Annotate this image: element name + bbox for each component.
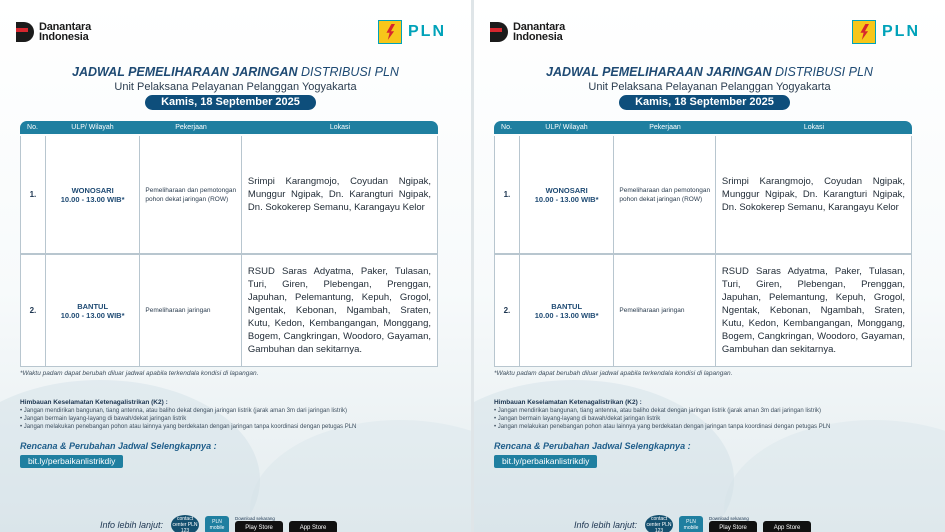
date-badge: Kamis, 18 September 2025 — [619, 95, 790, 110]
safety-notice: Himbauan Keselamatan Ketenagalistrikan (K2) : • Jangan mendirikan bangunan, tiang antenna, atau baliho dekat dengan jaringan listrik (jarak aman 3m dari jaringan listrik) • Jangan bermain layang-layang di bawah/dekat jaringan listrik • Jangan melakukan penebangan pohon atau lainnya yang berdekatan dengan jaringan tanpa koordinasi dengan petugas PLN — [20, 399, 450, 431]
page-title: JADWAL PEMELIHARAAN JARINGAN DISTRIBUSI PLN — [546, 65, 873, 79]
table-row: 1. WONOSARI 10.00 - 13.00 WIB* Pemeliharaan dan pemotongan pohon dekat jaringan (ROW) Srimpi Karangmojo, Coyudan Ngipak, Munggur Ngipak, Dn. Karangturi Ngipak, Dn. Sokokerep Semanu, Karangayu Kelor — [494, 136, 912, 254]
app-store-button[interactable]: App Store — [289, 521, 337, 532]
schedule-note: *Waktu padam dapat berubah diluar jadwal apabila terkendala kondisi di lapangan. — [494, 370, 733, 377]
schedule-poster-left — [0, 0, 471, 532]
pln-logo: PLN — [852, 20, 920, 44]
table-header: No. ULP/ Wilayah Pekerjaan Lokasi — [20, 121, 438, 134]
danantara-logo: Danantara Indonesia — [490, 22, 565, 42]
table-header: No. ULP/ Wilayah Pekerjaan Lokasi — [494, 121, 912, 134]
list-item: • Jangan mendirikan bangunan, tiang antenna, atau baliho dekat dengan jaringan listrik (jarak aman 3m dari jaringan listrik) — [494, 407, 924, 415]
list-item: • Jangan melakukan penebangan pohon atau lainnya yang berdekatan dengan jaringan tanpa koordinasi dengan petugas PLN — [20, 423, 450, 431]
schedule-note: *Waktu padam dapat berubah diluar jadwal apabila terkendala kondisi di lapangan. — [20, 370, 259, 377]
play-store-button[interactable]: Play Store — [709, 521, 757, 532]
list-item: • Jangan bermain layang-layang di bawah/dekat jaringan listrik — [20, 415, 450, 423]
footer: Info lebih lanjut: contact center PLN 123 PLN mobile Download sekarang Play Store App Store — [574, 515, 811, 532]
danantara-mark-icon — [16, 22, 34, 42]
contact-center-badge[interactable]: contact center PLN 123 — [645, 515, 673, 532]
page-subtitle: Unit Pelaksana Pelayanan Pelanggan Yogyakarta — [588, 81, 831, 93]
schedule-table — [494, 121, 912, 367]
pln-mobile-badge[interactable]: PLN mobile — [679, 516, 703, 532]
schedule-table — [20, 121, 438, 367]
danantara-mark-icon — [490, 22, 508, 42]
page-subtitle: Unit Pelaksana Pelayanan Pelanggan Yogyakarta — [114, 81, 357, 93]
lightning-bolt-icon — [852, 20, 876, 44]
list-item: • Jangan bermain layang-layang di bawah/dekat jaringan listrik — [494, 415, 924, 423]
table-row: 2. BANTUL 10.00 - 13.00 WIB* Pemeliharaan jaringan RSUD Saras Adyatma, Paker, Tulasan, Turi, Giren, Plebengan, Prenggan, Japuhan, Pelemantung, Kepuh, Grogol, Ngentak, Kebonan, Ngambah, Sraten, Kutu, Kedon, Kembangangan, Monggang, Bogem, Cangkringan, Woodoro, Gayaman, Gambuhan dan sekitarnya. — [494, 254, 912, 367]
app-store-button[interactable]: App Store — [763, 521, 811, 532]
list-item: • Jangan mendirikan bangunan, tiang antenna, atau baliho dekat dengan jaringan listrik (jarak aman 3m dari jaringan listrik) — [20, 407, 450, 415]
schedule-poster-right — [474, 0, 945, 532]
play-store-button[interactable]: Play Store — [235, 521, 283, 532]
footer: Info lebih lanjut: contact center PLN 123 PLN mobile Download sekarang Play Store App Store — [100, 515, 337, 532]
danantara-logo: Danantara Indonesia — [16, 22, 91, 42]
lightning-bolt-icon — [378, 20, 402, 44]
schedule-link[interactable]: bit.ly/perbaikanlistrikdiy — [20, 455, 123, 468]
list-item: • Jangan melakukan penebangan pohon atau lainnya yang berdekatan dengan jaringan tanpa koordinasi dengan petugas PLN — [494, 423, 924, 431]
plan-title: Rencana & Perubahan Jadwal Selengkapnya : — [20, 441, 217, 451]
safety-notice: Himbauan Keselamatan Ketenagalistrikan (K2) : • Jangan mendirikan bangunan, tiang antenna, atau baliho dekat dengan jaringan listrik (jarak aman 3m dari jaringan listrik) • Jangan bermain layang-layang di bawah/dekat jaringan listrik • Jangan melakukan penebangan pohon atau lainnya yang berdekatan dengan jaringan tanpa koordinasi dengan petugas PLN — [494, 399, 924, 431]
plan-title: Rencana & Perubahan Jadwal Selengkapnya : — [494, 441, 691, 451]
pln-logo: PLN — [378, 20, 446, 44]
date-badge: Kamis, 18 September 2025 — [145, 95, 316, 110]
contact-center-badge[interactable]: contact center PLN 123 — [171, 515, 199, 532]
pln-mobile-badge[interactable]: PLN mobile — [205, 516, 229, 532]
table-row: 1. WONOSARI 10.00 - 13.00 WIB* Pemeliharaan dan pemotongan pohon dekat jaringan (ROW) Srimpi Karangmojo, Coyudan Ngipak, Munggur Ngipak, Dn. Karangturi Ngipak, Dn. Sokokerep Semanu, Karangayu Kelor — [20, 136, 438, 254]
schedule-link[interactable]: bit.ly/perbaikanlistrikdiy — [494, 455, 597, 468]
table-row: 2. BANTUL 10.00 - 13.00 WIB* Pemeliharaan jaringan RSUD Saras Adyatma, Paker, Tulasan, Turi, Giren, Plebengan, Prenggan, Japuhan, Pelemantung, Kepuh, Grogol, Ngentak, Kebonan, Ngambah, Sraten, Kutu, Kedon, Kembangangan, Monggang, Bogem, Cangkringan, Woodoro, Gayaman, Gambuhan dan sekitarnya. — [20, 254, 438, 367]
page-title: JADWAL PEMELIHARAAN JARINGAN DISTRIBUSI PLN — [72, 65, 399, 79]
